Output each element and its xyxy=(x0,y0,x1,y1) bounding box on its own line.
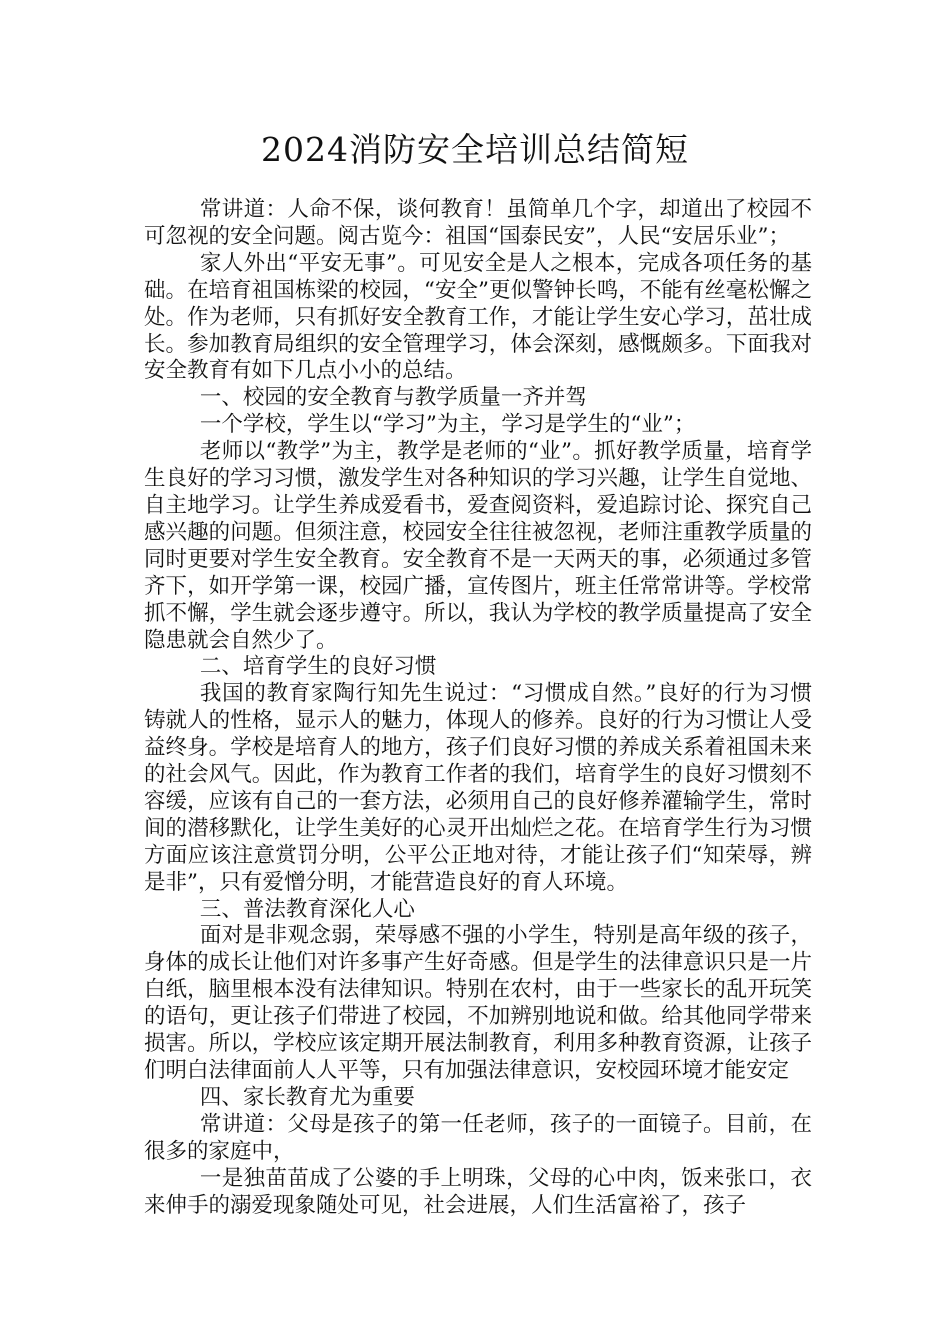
document-body xyxy=(144,197,812,1219)
paragraph: 老师以“教学”为主，教学是老师的“业”。抓好教学质量，培育学生良好的学习习惯，激发学生对各种知识的学习兴趣，让学生自觉地、自主地学习。让学生养成爱看书，爱查阅资料，爱追踪讨论、探究自己感兴趣的问题。但须注意，校园安全往往被忽视，老师注重教学质量的同时更要对学生安全教育。安全教育不是一天两天的事，必须通过多管齐下，如开学第一课，校园广播，宣传图片，班主任常常讲等。学校常抓不懈，学生就会逐步遵守。所以，我认为学校的教学质量提高了安全隐患就会自然少了。 xyxy=(144,439,812,653)
paragraph: 家人外出“平安无事”。可见安全是人之根本，完成各项任务的基础。在培育祖国栋梁的校园，“安全”更似警钟长鸣，不能有丝毫松懈之处。作为老师，只有抓好安全教育工作，才能让学生安心学习，茁壮成长。参加教育局组织的安全管理学习，体会深刻，感慨颇多。下面我对安全教育有如下几点小小的总结。 xyxy=(144,250,812,384)
document-title: 2024消防安全培训总结简短 xyxy=(261,130,689,169)
section-heading: 三、普法教育深化人心 xyxy=(199,896,415,922)
section-heading: 一、校园的安全教育与教学质量一齐并驾 xyxy=(199,385,587,411)
section-heading: 二、培育学生的良好习惯 xyxy=(199,654,437,680)
paragraph: 常讲道：父母是孩子的第一任老师，孩子的一面镜子。目前，在很多的家庭中， xyxy=(144,1111,812,1164)
paragraph: 一个学校，学生以“学习”为主，学习是学生的“业”； xyxy=(199,412,696,438)
paragraph: 我国的教育家陶行知先生说过：“习惯成自然。”良好的行为习惯铸就人的性格，显示人的魅力，体现人的修养。良好的行为习惯让人受益终身。学校是培育人的地方，孩子们良好习惯的养成关系着祖国未来的社会风气。因此，作为教育工作者的我们，培育学生的良好习惯刻不容缓，应该有自己的一套方法，必须用自己的良好修养灌输学生，常时间的潜移默化，让学生美好的心灵开出灿烂之花。在培育学生行为习惯方面应该注意赏罚分明，公平公正地对待，才能让孩子们“知荣辱，辨是非”，只有爱憎分明，才能营造良好的育人环境。 xyxy=(144,681,812,895)
paragraph: 一是独苗苗成了公婆的手上明珠，父母的心中肉，饭来张口，衣来伸手的溺爱现象随处可见，社会进展，人们生活富裕了，孩子 xyxy=(144,1165,812,1218)
paragraph: 面对是非观念弱，荣辱感不强的小学生，特别是高年级的孩子，身体的成长让他们对许多事产生好奇感。但是学生的法律意识只是一片白纸，脑里根本没有法律知识。特别在农村，由于一些家长的乱开玩笑的语句，更让孩子们带进了校园，不加辨别地说和做。给其他同学带来损害。所以，学校应该定期开展法制教育，利用多种教育资源，让孩子们明白法律面前人人平等，只有加强法律意识，安校园环境才能安定 xyxy=(144,923,812,1083)
paragraph: 常讲道：人命不保，谈何教育！虽简单几个字，却道出了校园不可忽视的安全问题。阅古览今：祖国“国泰民安”，人民“安居乐业”； xyxy=(144,197,812,249)
section-heading: 四、家长教育尤为重要 xyxy=(199,1084,415,1110)
